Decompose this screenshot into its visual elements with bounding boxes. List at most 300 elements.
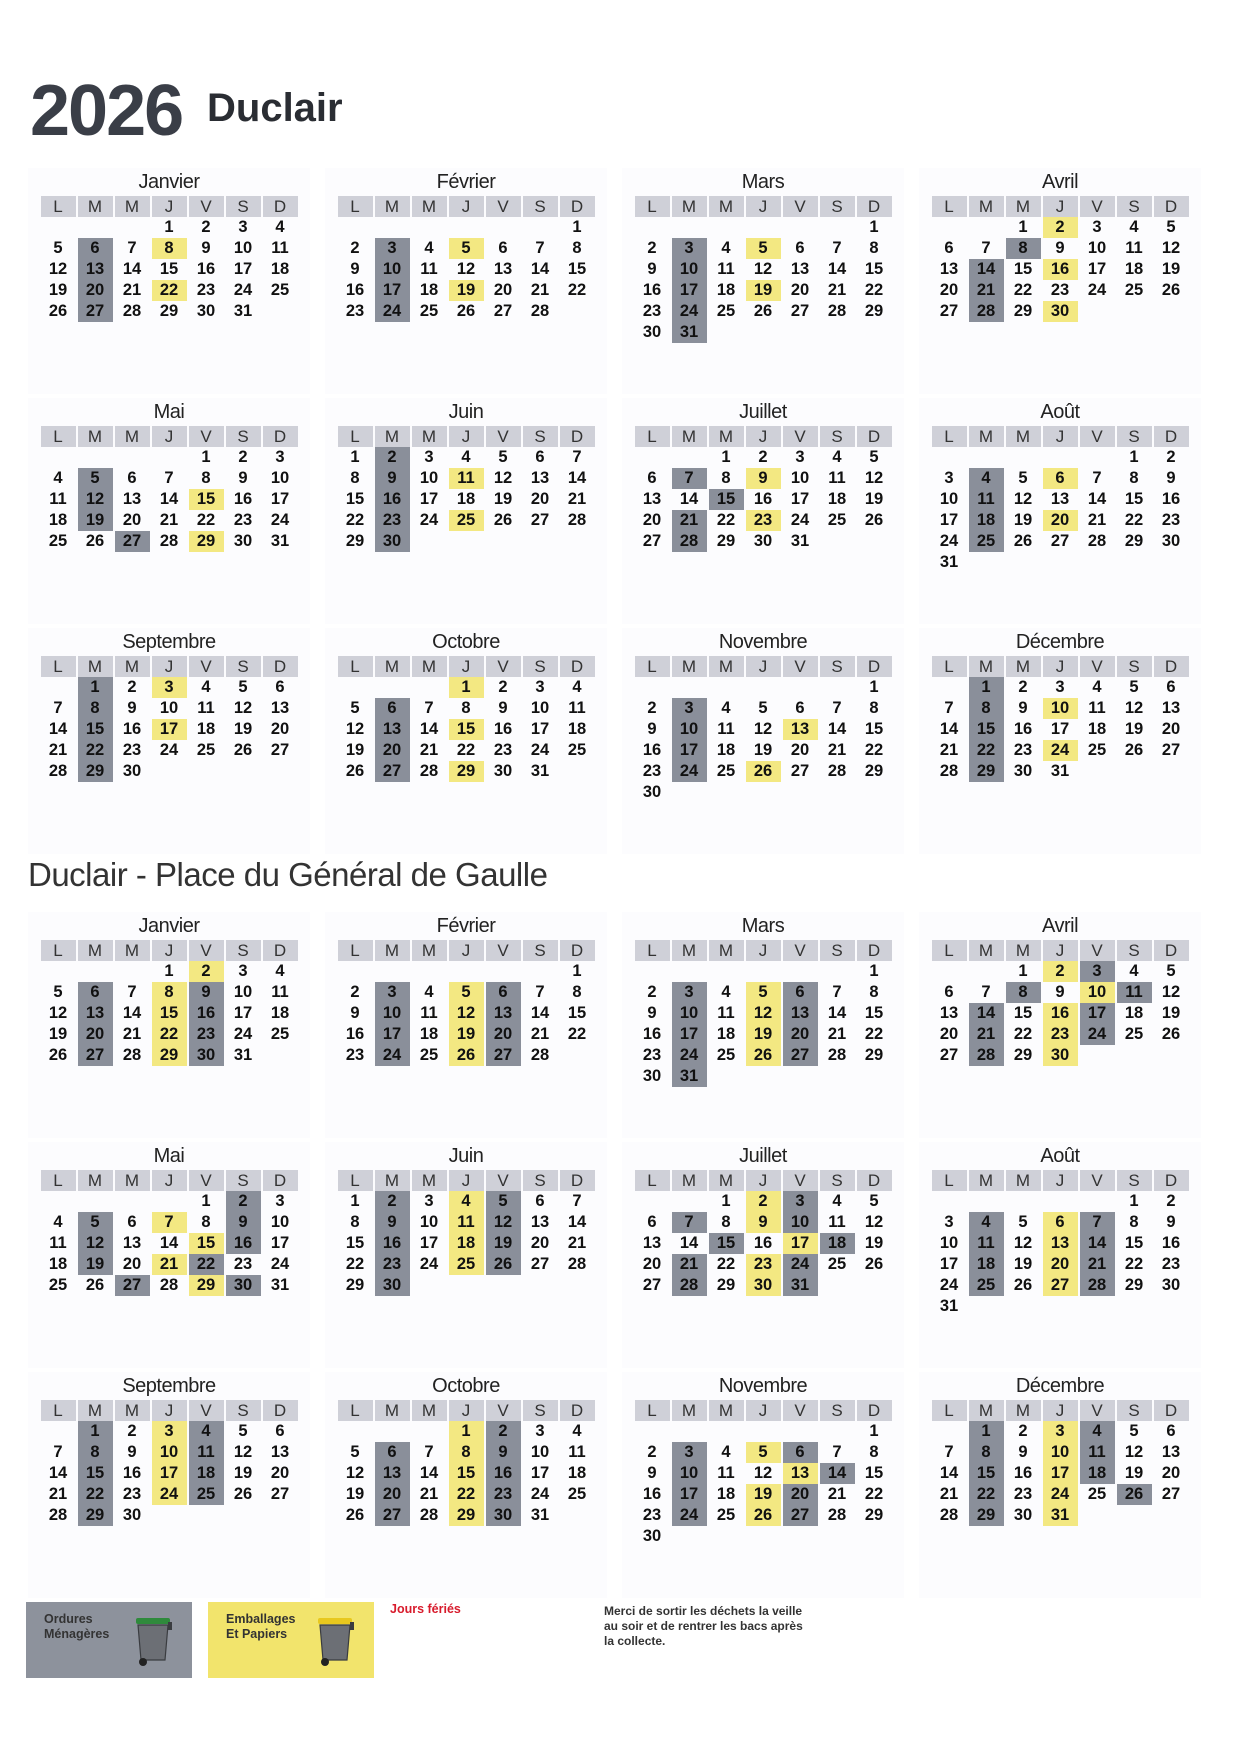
day-cell: 25 <box>1087 1485 1107 1503</box>
empty-cell <box>1043 447 1078 468</box>
weekday-header: D <box>1154 1170 1189 1191</box>
day-cell: 14 <box>48 720 68 738</box>
day-cell: 18 <box>270 1004 290 1022</box>
day-cell: 20 <box>530 1234 550 1252</box>
empty-cell <box>709 961 744 982</box>
weekday-header: S <box>820 1400 855 1421</box>
day-cell: 18 <box>716 281 736 299</box>
weekday-header: M <box>672 656 707 677</box>
day-cell: 7 <box>832 239 842 257</box>
day-cell: 21 <box>567 1234 587 1252</box>
month-4 <box>919 912 1201 1138</box>
weekday-header: S <box>226 656 261 677</box>
day-cell: 8 <box>869 699 879 717</box>
weekday-header: D <box>560 1170 595 1191</box>
day-cell: 30 <box>642 783 662 801</box>
weekday-header: L <box>338 426 373 447</box>
day-cell: 30 <box>1013 1506 1033 1524</box>
day-cell: 21 <box>122 281 142 299</box>
day-cell: 21 <box>969 280 1004 301</box>
month-table <box>930 426 1191 573</box>
month-12 <box>919 1372 1201 1598</box>
month-table <box>336 940 597 1066</box>
day-cell: 22 <box>567 281 587 299</box>
day-cell: 12 <box>345 720 365 738</box>
day-cell: 5 <box>1129 1422 1139 1440</box>
day-cell: 28 <box>969 301 1004 322</box>
weekday-header: J <box>1043 426 1078 447</box>
month-7 <box>622 398 904 624</box>
day-cell: 9 <box>647 1004 657 1022</box>
day-cell: 19 <box>48 1025 68 1043</box>
empty-cell <box>709 217 744 238</box>
day-cell: 28 <box>672 531 707 552</box>
day-cell: 24 <box>1043 740 1078 761</box>
day-cell: 25 <box>1124 1025 1144 1043</box>
empty-cell <box>969 1191 1004 1212</box>
day-cell: 25 <box>716 762 736 780</box>
day-cell: 13 <box>790 260 810 278</box>
month-table <box>930 656 1191 782</box>
day-cell: 5 <box>350 1443 360 1461</box>
day-cell: 24 <box>375 1045 410 1066</box>
day-cell: 24 <box>270 511 290 529</box>
day-cell: 4 <box>969 1212 1004 1233</box>
day-cell: 8 <box>152 982 187 1003</box>
day-cell: 14 <box>827 1004 847 1022</box>
month-3 <box>622 912 904 1138</box>
month-10 <box>325 1372 607 1598</box>
day-cell: 28 <box>159 532 179 550</box>
day-cell: 3 <box>672 238 707 259</box>
day-cell: 10 <box>375 259 410 280</box>
weekday-header: D <box>857 1400 892 1421</box>
day-cell: 5 <box>746 982 781 1003</box>
weekday-header: J <box>152 1170 187 1191</box>
weekday-header: S <box>1117 656 1152 677</box>
day-cell: 20 <box>122 1255 142 1273</box>
day-cell: 14 <box>1087 490 1107 508</box>
weekday-header: V <box>1080 196 1115 217</box>
day-cell: 16 <box>1013 1464 1033 1482</box>
day-cell: 25 <box>969 1275 1004 1296</box>
day-cell: 18 <box>419 281 439 299</box>
day-cell: 6 <box>78 982 113 1003</box>
day-cell: 11 <box>271 983 289 1001</box>
weekday-header: V <box>783 1170 818 1191</box>
day-cell: 18 <box>820 1233 855 1254</box>
day-cell: 26 <box>48 1046 68 1064</box>
day-cell: 23 <box>1043 1024 1078 1045</box>
day-cell: 26 <box>85 1276 105 1294</box>
day-cell: 9 <box>647 720 657 738</box>
day-cell: 14 <box>122 260 142 278</box>
day-cell: 25 <box>716 1046 736 1064</box>
day-cell: 6 <box>535 1192 545 1210</box>
weekday-header: S <box>1117 940 1152 961</box>
day-cell: 22 <box>78 740 113 761</box>
day-cell: 9 <box>746 468 781 489</box>
empty-cell <box>1043 1191 1078 1212</box>
day-cell: 2 <box>647 699 657 717</box>
month-table <box>39 1400 300 1526</box>
day-cell: 15 <box>969 1463 1004 1484</box>
empty-cell <box>338 961 373 982</box>
day-cell: 31 <box>939 1297 959 1315</box>
day-cell: 3 <box>1055 678 1065 696</box>
month-name: Juin <box>448 1145 484 1167</box>
weekday-header: J <box>152 656 187 677</box>
day-cell: 4 <box>721 1443 731 1461</box>
weekday-header: D <box>263 940 298 961</box>
day-cell: 18 <box>716 1485 736 1503</box>
day-cell: 20 <box>122 511 142 529</box>
collection-note: Merci de sortir les déchets la veille au soir et de rentrer les bacs après la collecte. <box>604 1604 803 1648</box>
empty-cell <box>41 447 76 468</box>
day-cell: 23 <box>375 510 410 531</box>
weekday-header: M <box>969 940 1004 961</box>
day-cell: 14 <box>159 1234 179 1252</box>
day-cell: 21 <box>827 281 847 299</box>
day-cell: 18 <box>270 260 290 278</box>
weekday-header: M <box>709 656 744 677</box>
day-cell: 24 <box>939 532 959 550</box>
day-cell: 3 <box>672 1442 707 1463</box>
weekday-header: V <box>189 1170 224 1191</box>
day-cell: 21 <box>672 510 707 531</box>
day-cell: 24 <box>672 301 707 322</box>
trash-bin-icon <box>312 1612 358 1668</box>
day-cell: 16 <box>1043 1003 1078 1024</box>
day-cell: 7 <box>981 239 991 257</box>
weekday-header: L <box>41 1170 76 1191</box>
day-cell: 2 <box>189 961 224 982</box>
day-cell: 21 <box>48 1485 68 1503</box>
day-cell: 4 <box>53 469 63 487</box>
day-cell: 28 <box>48 762 68 780</box>
day-cell: 16 <box>753 490 773 508</box>
day-cell: 1 <box>721 448 731 466</box>
day-cell: 26 <box>864 1255 884 1273</box>
day-cell: 9 <box>189 982 224 1003</box>
day-cell: 24 <box>1043 1484 1078 1505</box>
day-cell: 1 <box>969 677 1004 698</box>
day-cell: 11 <box>717 1004 735 1022</box>
day-cell: 22 <box>864 741 884 759</box>
day-cell: 29 <box>189 531 224 552</box>
weekday-header: M <box>412 1400 447 1421</box>
day-cell: 2 <box>350 983 360 1001</box>
weekday-header: D <box>1154 196 1189 217</box>
empty-cell <box>969 217 1004 238</box>
day-cell: 8 <box>869 1443 879 1461</box>
month-name: Mai <box>153 1145 185 1167</box>
day-cell: 1 <box>350 1192 360 1210</box>
day-cell: 18 <box>189 1463 224 1484</box>
weekday-header: D <box>1154 426 1189 447</box>
empty-cell <box>152 1191 187 1212</box>
day-cell: 13 <box>78 1003 113 1024</box>
day-cell: 8 <box>449 1442 484 1463</box>
day-cell: 14 <box>939 1464 959 1482</box>
weekday-header: V <box>486 656 521 677</box>
weekday-header: S <box>820 426 855 447</box>
empty-cell <box>115 447 150 468</box>
day-cell: 2 <box>1166 448 1176 466</box>
day-cell: 2 <box>1018 678 1028 696</box>
day-cell: 29 <box>864 302 884 320</box>
day-cell: 3 <box>783 1191 818 1212</box>
weekday-header: J <box>449 426 484 447</box>
day-cell: 2 <box>647 983 657 1001</box>
day-cell: 25 <box>827 1255 847 1273</box>
day-cell: 30 <box>122 762 142 780</box>
day-cell: 13 <box>642 1234 662 1252</box>
empty-cell <box>412 217 447 238</box>
day-cell: 11 <box>717 1464 735 1482</box>
day-cell: 31 <box>672 322 707 343</box>
empty-cell <box>449 217 484 238</box>
day-cell: 19 <box>1013 1255 1033 1273</box>
weekday-header: M <box>412 656 447 677</box>
day-cell: 20 <box>939 281 959 299</box>
weekday-header: L <box>41 426 76 447</box>
day-cell: 4 <box>275 218 285 236</box>
month-table <box>633 940 894 1087</box>
day-cell: 28 <box>827 762 847 780</box>
day-cell: 5 <box>78 468 113 489</box>
day-cell: 10 <box>672 1463 707 1484</box>
weekday-header: M <box>709 1400 744 1421</box>
day-cell: 14 <box>419 720 439 738</box>
day-cell: 27 <box>1161 1485 1181 1503</box>
day-cell: 20 <box>270 720 290 738</box>
day-cell: 29 <box>1124 1276 1144 1294</box>
day-cell: 28 <box>939 762 959 780</box>
weekday-header: V <box>189 656 224 677</box>
month-table <box>930 1170 1191 1317</box>
day-cell: 18 <box>196 720 216 738</box>
day-cell: 14 <box>827 260 847 278</box>
day-cell: 5 <box>238 678 248 696</box>
day-cell: 2 <box>498 678 508 696</box>
day-cell: 12 <box>1161 983 1181 1001</box>
trash-bin-icon <box>130 1612 176 1668</box>
empty-cell <box>635 447 670 468</box>
weekday-header: L <box>41 940 76 961</box>
day-cell: 6 <box>486 982 521 1003</box>
weekday-header: V <box>189 940 224 961</box>
day-cell: 12 <box>753 260 773 278</box>
day-cell: 19 <box>48 281 68 299</box>
weekday-header: M <box>412 426 447 447</box>
day-cell: 7 <box>672 468 707 489</box>
day-cell: 21 <box>48 741 68 759</box>
day-cell: 22 <box>1124 1255 1144 1273</box>
day-cell: 21 <box>530 1025 550 1043</box>
day-cell: 29 <box>189 1275 224 1296</box>
day-cell: 4 <box>832 1192 842 1210</box>
day-cell: 22 <box>345 511 365 529</box>
day-cell: 30 <box>746 1275 781 1296</box>
empty-cell <box>820 961 855 982</box>
day-cell: 14 <box>567 469 587 487</box>
day-cell: 31 <box>530 762 550 780</box>
day-cell: 11 <box>49 490 67 508</box>
day-cell: 26 <box>1161 281 1181 299</box>
day-cell: 22 <box>567 1025 587 1043</box>
day-cell: 21 <box>152 1254 187 1275</box>
weekday-header: S <box>226 196 261 217</box>
day-cell: 9 <box>375 1212 410 1233</box>
day-cell: 8 <box>1129 469 1139 487</box>
day-cell: 26 <box>1124 741 1144 759</box>
weekday-header: M <box>412 196 447 217</box>
day-cell: 5 <box>78 1212 113 1233</box>
day-cell: 22 <box>152 1024 187 1045</box>
month-name: Novembre <box>718 1375 808 1397</box>
day-cell: 15 <box>1013 260 1033 278</box>
day-cell: 12 <box>1013 1234 1033 1252</box>
day-cell: 14 <box>820 1463 855 1484</box>
day-cell: 7 <box>944 699 954 717</box>
day-cell: 17 <box>783 1233 818 1254</box>
day-cell: 28 <box>122 1046 142 1064</box>
weekday-header: D <box>857 1170 892 1191</box>
empty-cell <box>820 217 855 238</box>
day-cell: 24 <box>672 761 707 782</box>
day-cell: 10 <box>672 259 707 280</box>
day-cell: 10 <box>672 1003 707 1024</box>
weekday-header: V <box>189 196 224 217</box>
weekday-header: J <box>449 196 484 217</box>
day-cell: 8 <box>721 469 731 487</box>
day-cell: 15 <box>1124 490 1144 508</box>
day-cell: 17 <box>152 719 187 740</box>
day-cell: 22 <box>716 1255 736 1273</box>
day-cell: 5 <box>350 699 360 717</box>
weekday-header: D <box>560 196 595 217</box>
day-cell: 2 <box>375 1191 410 1212</box>
day-cell: 26 <box>456 302 476 320</box>
day-cell: 14 <box>827 720 847 738</box>
day-cell: 9 <box>647 260 657 278</box>
day-cell: 27 <box>78 1045 113 1066</box>
day-cell: 1 <box>1018 962 1028 980</box>
day-cell: 19 <box>345 1485 365 1503</box>
weekday-header: J <box>1043 1400 1078 1421</box>
day-cell: 17 <box>939 1255 959 1273</box>
day-cell: 18 <box>567 720 587 738</box>
day-cell: 19 <box>233 720 253 738</box>
day-cell: 22 <box>456 741 476 759</box>
day-cell: 10 <box>1080 982 1115 1003</box>
day-cell: 25 <box>48 532 68 550</box>
day-cell: 20 <box>270 1464 290 1482</box>
day-cell: 20 <box>783 1024 818 1045</box>
weekday-header: J <box>449 940 484 961</box>
day-cell: 11 <box>449 1212 484 1233</box>
weekday-header: J <box>746 940 781 961</box>
day-cell: 23 <box>642 302 662 320</box>
day-cell: 3 <box>1080 961 1115 982</box>
day-cell: 29 <box>78 761 113 782</box>
day-cell: 4 <box>53 1213 63 1231</box>
empty-cell <box>672 677 707 698</box>
day-cell: 15 <box>449 1463 484 1484</box>
day-cell: 3 <box>238 218 248 236</box>
day-cell: 1 <box>1129 448 1139 466</box>
day-cell: 22 <box>716 511 736 529</box>
month-2 <box>325 912 607 1138</box>
day-cell: 26 <box>1117 1484 1152 1505</box>
day-cell: 25 <box>419 1046 439 1064</box>
day-cell: 10 <box>790 469 810 487</box>
day-cell: 10 <box>530 1443 550 1461</box>
day-cell: 2 <box>647 1443 657 1461</box>
day-cell: 19 <box>746 1484 781 1505</box>
month-name: Octobre <box>432 631 500 653</box>
day-cell: 3 <box>672 698 707 719</box>
section-title: Duclair - Place du Général de Gaulle <box>28 856 548 893</box>
empty-cell <box>635 677 670 698</box>
day-cell: 7 <box>535 239 545 257</box>
day-cell: 8 <box>461 699 471 717</box>
day-cell: 4 <box>424 983 434 1001</box>
empty-cell <box>1080 447 1115 468</box>
weekday-header: S <box>1117 196 1152 217</box>
day-cell: 28 <box>530 1046 550 1064</box>
day-cell: 19 <box>1161 1004 1181 1022</box>
day-cell: 24 <box>233 1025 253 1043</box>
weekday-header: M <box>412 1170 447 1191</box>
day-cell: 25 <box>449 510 484 531</box>
empty-cell <box>152 447 187 468</box>
empty-cell <box>672 961 707 982</box>
empty-cell <box>635 1191 670 1212</box>
weekday-header: D <box>857 656 892 677</box>
day-cell: 20 <box>642 511 662 529</box>
day-cell: 11 <box>568 699 586 717</box>
day-cell: 10 <box>375 1003 410 1024</box>
day-cell: 30 <box>122 1506 142 1524</box>
day-cell: 6 <box>375 698 410 719</box>
day-cell: 30 <box>375 1275 410 1296</box>
day-cell: 28 <box>939 1506 959 1524</box>
day-cell: 6 <box>944 239 954 257</box>
day-cell: 25 <box>827 511 847 529</box>
day-cell: 18 <box>449 1233 484 1254</box>
day-cell: 23 <box>1013 741 1033 759</box>
weekday-header: J <box>1043 940 1078 961</box>
day-cell: 16 <box>345 281 365 299</box>
day-cell: 16 <box>345 1025 365 1043</box>
day-cell: 8 <box>1006 982 1041 1003</box>
weekday-header: M <box>969 656 1004 677</box>
day-cell: 1 <box>869 962 879 980</box>
day-cell: 14 <box>530 1004 550 1022</box>
day-cell: 8 <box>350 1213 360 1231</box>
day-cell: 23 <box>122 1485 142 1503</box>
day-cell: 11 <box>197 699 215 717</box>
day-cell: 30 <box>233 532 253 550</box>
day-cell: 9 <box>746 1212 781 1233</box>
day-cell: 10 <box>233 239 253 257</box>
day-cell: 8 <box>350 469 360 487</box>
day-cell: 7 <box>53 1443 63 1461</box>
empty-cell <box>672 1191 707 1212</box>
day-cell: 5 <box>746 238 781 259</box>
